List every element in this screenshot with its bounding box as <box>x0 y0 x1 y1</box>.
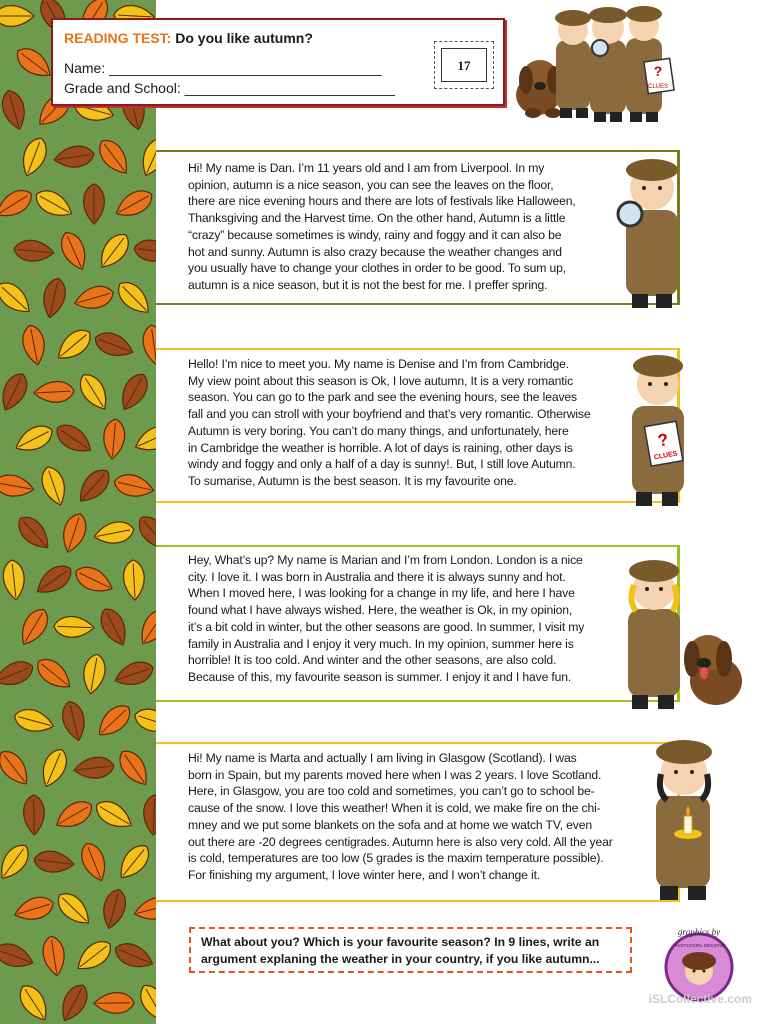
leaf-icon <box>73 464 115 508</box>
leaf-icon <box>56 229 91 274</box>
leaf-icon <box>113 277 156 320</box>
line: you usually have to change your clothes in order to be good. To sum up, <box>188 261 567 276</box>
detective-candle-illustration <box>644 734 724 906</box>
line: Autumn is very boring. You can’t do many things, and unfortunately, here <box>188 423 569 438</box>
leaf-icon <box>13 511 55 554</box>
leaf-icon <box>31 185 76 222</box>
line: born in Spain, but my parents moved here when I was 2 years. I love Scotland. <box>188 767 602 782</box>
leaf-icon <box>141 324 156 366</box>
score-box <box>434 41 494 89</box>
leaf-icon <box>41 935 68 978</box>
test-title <box>64 30 313 46</box>
leaf-icon <box>2 559 27 601</box>
leaf-icon <box>33 381 74 404</box>
leaf-icon <box>111 185 156 222</box>
line: “crazy” because sometimes is windy, rainy and foggy and it can also be <box>188 227 562 242</box>
leaf-icon <box>132 421 156 456</box>
leaf-icon <box>52 419 97 459</box>
leaf-icon <box>77 840 111 885</box>
line: hot and sunny. Autumn is also crazy because the weather changes and <box>188 244 562 259</box>
leaf-icon <box>23 795 44 835</box>
svg-text:CLUES: CLUES <box>653 450 679 462</box>
leaf-icon <box>73 756 115 781</box>
leaf-icon <box>39 276 68 320</box>
line: To sumarise, Autumn is the best season. It is my favourite one. <box>188 473 517 488</box>
line: it’s a bit cold in winter, but the other seasons are good. In summer, I visit my <box>188 619 585 634</box>
line: cause of the snow. I love this weather! When it is cold, we make fire on the chi- <box>188 801 601 816</box>
leaf-icon <box>0 185 36 224</box>
leaf-icon <box>0 840 34 885</box>
header-box <box>51 18 505 106</box>
leaf-icon <box>112 939 156 974</box>
leaf-icon <box>58 511 90 555</box>
line: Hi! My name is Marta and actually I am living in Glasgow (Scotland). I was <box>188 751 577 765</box>
leaf-icon <box>0 88 29 132</box>
line: Because of this, my favourite season is summer. I enjoy it and I have fun. <box>188 669 572 684</box>
line: Hello! I’m nice to meet you. My name is Denise and I’m from Cambridge. <box>188 357 570 371</box>
svg-text:graphics by: graphics by <box>677 927 721 937</box>
leaf-icon <box>52 888 95 931</box>
title-text: Do you like autumn? <box>175 30 313 46</box>
line: family in Australia and I enjoy it very much. In my opinion, summer here is <box>188 636 574 651</box>
writing-task-box <box>189 927 632 973</box>
leaf-icon <box>17 135 51 180</box>
leaf-pattern <box>0 0 156 1024</box>
line: found what I have always wished. Here, the weather is Ok, in my opinion, <box>188 603 573 618</box>
clues-sign-icon <box>644 421 682 466</box>
svg-text:?: ? <box>656 429 670 451</box>
leaf-icon <box>59 699 89 743</box>
line: there are nice evening hours and there are lots of festivals like Halloween, <box>188 194 576 209</box>
task-line-2: argument explaning the weather in your country, if you like autumn... <box>201 952 600 966</box>
score-value: 17 <box>441 48 487 82</box>
leaf-icon <box>14 981 53 1024</box>
leaf-icon <box>75 370 114 415</box>
svg-text:?: ? <box>653 63 663 79</box>
leaf-icon <box>72 936 116 977</box>
detective-magnifier-illustration <box>612 152 692 314</box>
leaf-icon <box>55 980 92 1024</box>
leaf-icon <box>80 653 107 696</box>
leaf-icon <box>11 421 56 458</box>
detective-group-illustration <box>508 0 688 128</box>
name-line: Name: ___________________________________ <box>64 60 382 76</box>
leaf-icon <box>92 519 135 547</box>
leaf-icon <box>94 229 135 273</box>
leaf-icon <box>92 796 137 834</box>
detective-kid-middle-icon <box>589 7 627 122</box>
leaf-icon <box>134 605 156 650</box>
leaf-icon <box>37 746 72 791</box>
line: mney and we put some blankets on the sofa and at home we watch TV, even <box>188 817 592 832</box>
leaf-icon <box>96 604 133 649</box>
detective-kid-left-icon <box>555 10 591 118</box>
paragraph-denise <box>188 356 633 490</box>
leaf-icon <box>12 706 56 736</box>
leaf-icon <box>54 616 95 638</box>
leaf-icon <box>94 135 135 179</box>
detective-kid-right-icon <box>626 6 674 122</box>
line: is cold, temperatures are too low (5 grades is the maxim temperature possible). <box>188 851 604 866</box>
line: season. You can go to the park and see the evening hours, see the leaves <box>188 390 577 405</box>
leaf-icon <box>114 746 154 791</box>
school-line: Grade and School: ___________________________ <box>64 80 395 96</box>
leaf-icon <box>52 796 97 834</box>
line: out there are -20 degrees centigrades. Autumn here is also very cold. All the year <box>188 834 613 849</box>
leaf-icon <box>20 323 48 366</box>
leaf-icon <box>112 471 156 500</box>
leaf-icon <box>143 795 156 836</box>
leaf-icon <box>0 746 34 790</box>
leaf-icon <box>132 894 156 924</box>
dog-icon <box>684 635 742 705</box>
task-line-1: What about you? Which is your favourite season? In 9 lines, write an <box>201 935 600 949</box>
detective-with-dog-illustration <box>620 555 746 713</box>
leaf-icon <box>132 705 156 737</box>
leaf-icon <box>136 135 156 180</box>
line: Hi! My name is Dan. I’m 11 years old and I am from Liverpool. In my <box>188 161 545 175</box>
leaf-icon <box>99 887 129 931</box>
paragraph-marian <box>188 552 633 686</box>
site-credit: iSLCollective.com <box>648 992 752 1006</box>
svg-text:CLUES: CLUES <box>647 84 669 90</box>
leaf-icon <box>72 283 116 314</box>
leaf-icon <box>32 653 76 694</box>
leaf-icon <box>112 658 156 691</box>
leaf-icon <box>133 511 156 555</box>
detective-clues-illustration <box>622 350 698 512</box>
magnifier-icon <box>618 202 642 226</box>
leaf-icon <box>15 605 53 650</box>
paragraph-marta <box>188 750 633 884</box>
line: Hey, What’s up? My name is Marian and I’m from London. London is a nice <box>188 553 583 567</box>
line: Here, in Glasgow, you are too cold and sometimes, you can’t go to school be- <box>188 784 595 799</box>
title-label: READING TEST: <box>64 30 172 46</box>
leaf-icon <box>92 328 137 362</box>
line: horrible! It is too cold. And winter and the other seasons, are also cold. <box>188 653 557 668</box>
leaf-icon <box>123 559 146 600</box>
dog-icon <box>516 60 561 118</box>
leaf-icon <box>33 849 75 874</box>
leaf-icon <box>71 562 116 598</box>
autumn-leaf-border <box>0 0 156 1024</box>
leaf-icon <box>32 560 77 600</box>
leaf-icon <box>0 939 36 972</box>
leaf-icon <box>135 981 156 1024</box>
leaf-icon <box>38 464 71 509</box>
leaf-icon <box>52 324 96 366</box>
line: city. I love it. I was born in Australia and there it is always sunny and hot. <box>188 569 566 584</box>
line: My view point about this season is Ok, I love autumn, It is a very romantic <box>188 373 574 388</box>
leaf-icon <box>133 238 156 264</box>
leaf-icon <box>12 43 56 84</box>
leaf-icon <box>12 893 56 924</box>
line: in Cambridge the weather is horrible. A lot of days is raining, other days is <box>188 440 573 455</box>
line: autumn is a nice season, but it is not the best for me. I preffer spring. <box>188 277 548 292</box>
leaf-icon <box>102 418 126 460</box>
leaf-icon <box>0 277 36 319</box>
leaf-icon <box>115 369 152 414</box>
leaf-icon <box>84 184 105 224</box>
paragraph-dan <box>188 160 633 294</box>
leaf-icon <box>0 472 35 499</box>
line: Thanksgiving and the Harvest time. On the other hand, Autumn is a little <box>188 211 566 226</box>
line: fall and you can stroll with your boyfriend and that’s very romantic. Otherwise <box>188 407 591 422</box>
leaf-icon <box>13 239 55 263</box>
line: When I moved here, I was looking for a change in my life, and here I have <box>188 586 575 601</box>
leaf-icon <box>113 840 154 884</box>
svg-text:THISTLEGIRL DESIGNS: THISTLEGIRL DESIGNS <box>673 943 725 948</box>
leaf-icon <box>53 144 95 170</box>
line: opinion, autumn is a nice season, you can see the leaves on the floor, <box>188 177 554 192</box>
leaf-icon <box>0 369 32 414</box>
leaf-icon <box>94 992 134 1013</box>
leaf-icon <box>92 700 135 742</box>
line: windy and foggy and only a half of a day is sunny!. But, I still love Autumn. <box>188 457 576 472</box>
line: For finishing my argument, I love winter here, and I won’t change it. <box>188 867 541 882</box>
leaf-icon <box>0 6 34 27</box>
leaf-icon <box>0 657 36 691</box>
